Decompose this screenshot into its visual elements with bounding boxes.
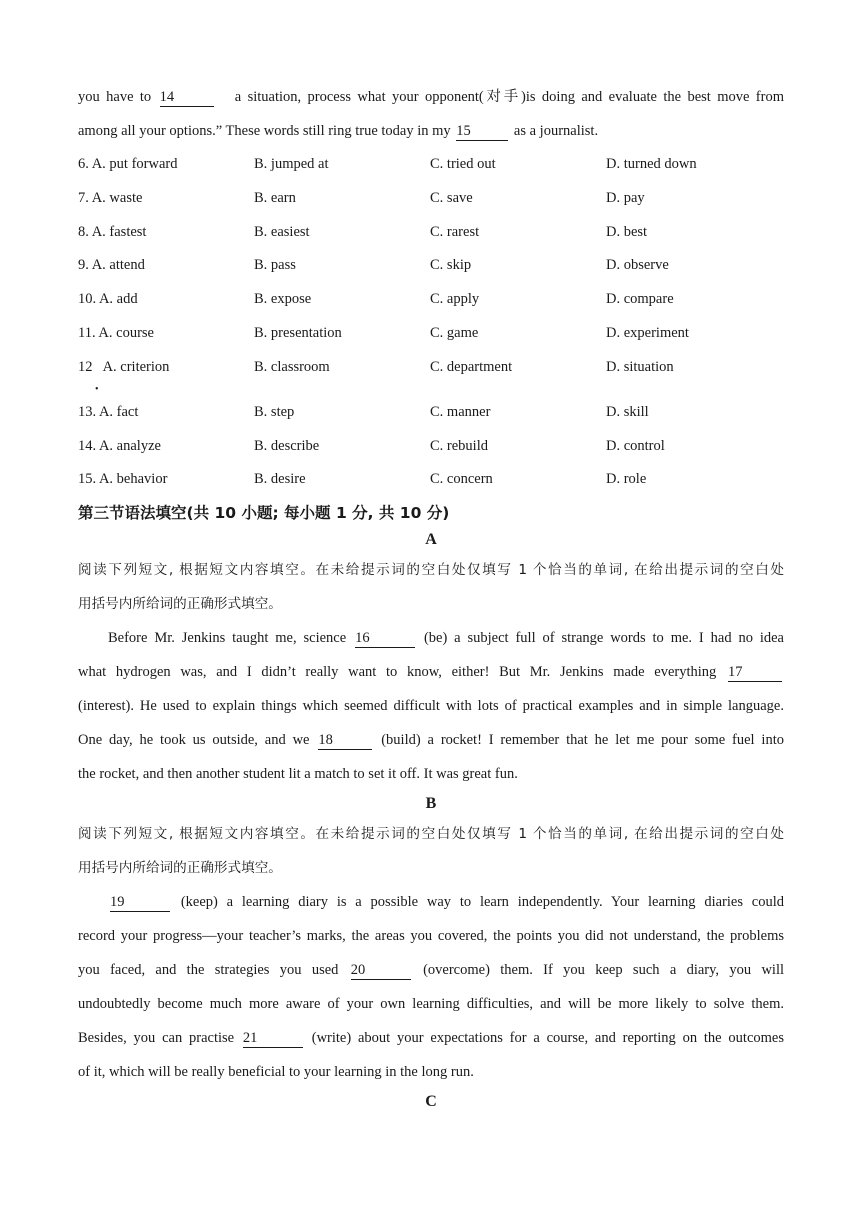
option-row-14	[78, 430, 784, 464]
blank-15: 15	[456, 123, 508, 141]
option-b: B. jumped at	[254, 156, 329, 172]
text: a situation, process what your opponent(对手)is doing and evaluate the best move from	[234, 89, 784, 105]
passage-line	[78, 885, 784, 919]
passage-line	[78, 114, 784, 148]
passage-line	[78, 655, 784, 689]
option-c: C. rarest	[430, 223, 480, 240]
text: (keep) a learning diary is a possible way to learn independently. Your learning diaries could	[180, 894, 784, 911]
text: (be) a subject full of strange words to me. I had no idea	[423, 630, 784, 647]
instruction-line: 阅读下列短文, 根据短文内容填空。在未给提示词的空白处仅填写 1 个恰当的单词, 在给出提示词的空白处	[78, 562, 784, 579]
option-a: 10. A. add	[78, 291, 138, 308]
option-b: B. step	[254, 403, 295, 420]
passage-line	[78, 723, 784, 757]
option-d: D. pay	[606, 189, 645, 206]
option-b: B. classroom	[254, 358, 330, 375]
option-d: D. best	[606, 223, 648, 240]
option-b: B. presentation	[254, 324, 342, 341]
option-row-10	[78, 283, 784, 317]
text: Besides, you can practise	[78, 1030, 235, 1047]
option-c: C. tried out	[430, 156, 496, 172]
passage-line	[78, 621, 784, 655]
option-d: D. role	[606, 471, 647, 488]
option-d: D. skill	[606, 403, 649, 420]
passage-line	[78, 1021, 784, 1055]
option-a: 15. A. behavior	[78, 471, 168, 488]
text: Before Mr. Jenkins taught me, science	[108, 630, 347, 647]
option-d: D. control	[606, 437, 665, 454]
option-row-6	[78, 148, 784, 182]
option-b: B. earn	[254, 189, 296, 206]
option-a: 8. A. fastest	[78, 223, 147, 240]
option-d: D. turned down	[606, 156, 697, 172]
option-c: C. rebuild	[430, 437, 488, 454]
option-b: B. easiest	[254, 223, 310, 240]
blank-19: 19	[110, 894, 170, 912]
option-d: D. situation	[606, 358, 674, 375]
passage-line: (interest). He used to explain things which seemed difficult with lots of practical examples and in simple language.	[78, 698, 784, 715]
text: One day, he took us outside, and we	[78, 732, 310, 749]
text: (overcome) them. If you keep such a diary, you will	[423, 962, 785, 979]
option-d: D. compare	[606, 291, 674, 308]
passage-line	[78, 80, 784, 114]
option-a: 13. A. fact	[78, 403, 139, 420]
option-d: D. observe	[606, 257, 669, 274]
instruction-line: 用括号内所给词的正确形式填空。	[78, 596, 282, 613]
option-row-9	[78, 249, 784, 283]
blank-16: 16	[355, 630, 415, 648]
stray-dot: •	[95, 383, 99, 395]
option-a: 14. A. analyze	[78, 437, 161, 454]
blank-14: 14	[160, 89, 214, 107]
option-a: 11. A. course	[78, 324, 154, 341]
option-b: B. pass	[254, 257, 296, 274]
option-row-13	[78, 396, 784, 430]
option-c: C. save	[430, 189, 473, 206]
blank-20: 20	[351, 962, 411, 980]
option-c: C. skip	[430, 257, 472, 274]
exam-page	[78, 80, 784, 1115]
option-b: B. expose	[254, 291, 312, 308]
instruction-line: 用括号内所给词的正确形式填空。	[78, 860, 282, 877]
option-c: C. concern	[430, 471, 493, 488]
option-a: 7. A. waste	[78, 189, 143, 206]
passage-line: the rocket, and then another student lit a match to set it off. It was great fun.	[78, 766, 518, 783]
option-a: 12 A. criterion	[78, 358, 170, 375]
option-row-7	[78, 182, 784, 216]
option-a: 9. A. attend	[78, 257, 145, 274]
text: (build) a rocket! I remember that he let me pour some fuel into	[381, 732, 784, 749]
passage-line: record your progress—your teacher’s marks, the areas you covered, the points you did not understand, the problems	[78, 928, 784, 945]
option-b: B. describe	[254, 437, 320, 454]
blank-17: 17	[728, 664, 782, 682]
text: you faced, and the strategies you used	[78, 962, 339, 979]
option-a: 6. A. put forward	[78, 156, 178, 172]
option-b: B. desire	[254, 471, 306, 488]
part-letter-c: C	[425, 1093, 437, 1111]
option-row-11	[78, 317, 784, 351]
option-c: C. manner	[430, 403, 491, 420]
text: as a journalist.	[513, 123, 599, 139]
instruction-line: 阅读下列短文, 根据短文内容填空。在未给提示词的空白处仅填写 1 个恰当的单词, 在给出提示词的空白处	[78, 826, 784, 843]
option-row-15	[78, 463, 784, 497]
option-row-12	[78, 351, 784, 396]
part-letter-b: B	[425, 795, 437, 813]
option-a-wrap	[78, 351, 254, 396]
blank-18: 18	[318, 732, 372, 750]
option-d: D. experiment	[606, 324, 689, 341]
blank-21: 21	[243, 1030, 303, 1048]
option-c: C. game	[430, 324, 479, 341]
section-title: 第三节语法填空(共 10 小题; 每小题 1 分, 共 10 分)	[78, 504, 450, 523]
text: what hydrogen was, and I didn’t really want to know, either! But Mr. Jenkins made everything	[78, 664, 717, 681]
options-list	[78, 148, 784, 497]
passage-line: of it, which will be really beneficial to your learning in the long run.	[78, 1064, 474, 1081]
option-c: C. apply	[430, 291, 480, 308]
passage-line: undoubtedly become much more aware of your own learning difficulties, and will be more likely to solve them.	[78, 996, 784, 1013]
passage-line	[78, 953, 784, 987]
text: among all your options.” These words still ring true today in my	[78, 123, 451, 139]
part-letter-a: A	[425, 531, 437, 549]
option-row-8	[78, 216, 784, 250]
text: (write) about your expectations for a course, and reporting on the outcomes	[311, 1030, 784, 1047]
option-c: C. department	[430, 358, 513, 375]
text: you have to	[78, 89, 152, 105]
